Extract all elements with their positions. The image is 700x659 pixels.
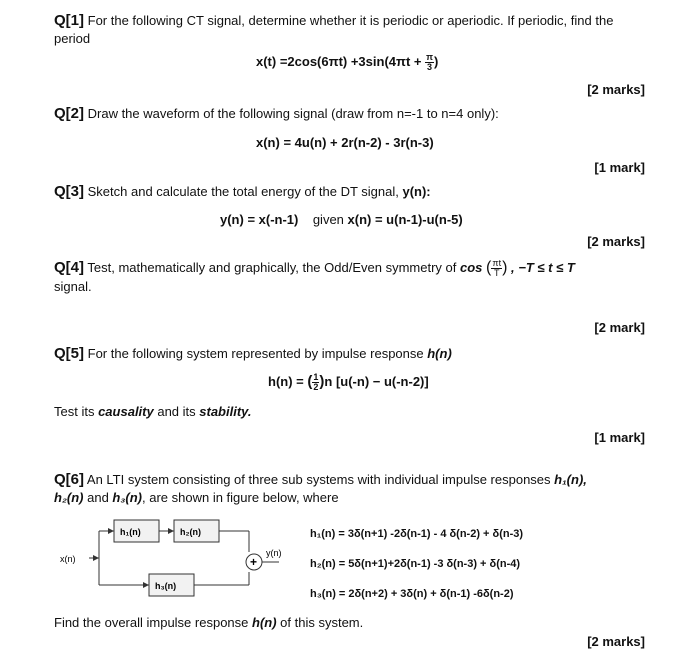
q3-prompt: Sketch and calculate the total energy of the DT signal,: [87, 184, 403, 199]
q6-and: and: [83, 490, 113, 505]
q3-number: Q[3]: [54, 183, 84, 200]
q6-block-diagram: [54, 512, 304, 607]
q5-test-line: [54, 403, 252, 421]
q6-prompt-end: , are shown in figure below, where: [142, 490, 339, 505]
q5-test-a: Test its: [54, 404, 99, 419]
q1-eq-suffix: ): [434, 53, 439, 69]
q5-causality: causality: [98, 404, 154, 419]
q5-fraction: $\frac{1}{2}$: [313, 372, 319, 393]
q5-stability: stability.: [199, 404, 252, 419]
q5-prompt: For the following system represented by impulse response: [87, 346, 428, 361]
q1-eq-fraction: $\frac{\pi}{3}$: [426, 52, 433, 72]
q6-eq-h1: h₁(n) = 3δ(n+1) -2δ(n-1) - 4 δ(n-2) + δ(n-3): [310, 528, 524, 540]
diagram-h3-label: h₃(n): [155, 581, 177, 591]
q1-prompt: For the following CT signal, determine whether it is periodic or aperiodic. If periodic, find the: [87, 13, 614, 28]
q6-marks: [2 marks]: [587, 634, 645, 649]
diagram-plus: +: [250, 555, 258, 569]
q1-number: Q[1]: [54, 12, 84, 29]
q1-equation: [256, 53, 438, 72]
q3-prompt-bold: y(n):: [402, 184, 431, 199]
q5-eq-prefix: h(n) =: [268, 374, 304, 389]
q5-eq-suffix: n [u(-n) − u(-n-2)]: [324, 374, 429, 389]
q4-cos: cos: [460, 260, 483, 275]
q6-eq-h3: h₃(n) = 2δ(n+2) + 3δ(n) + δ(n-1) -6δ(n-2): [310, 588, 514, 600]
q6-find-line: [54, 614, 363, 632]
q5-prompt-bold: h(n): [427, 346, 452, 361]
q5-equation: h(n) = ( $\frac{1}{2}$ )n [u(-n) − u(-n-2)]: [268, 372, 429, 393]
q6-text: [54, 471, 674, 507]
diagram-h1-label: h₁(n): [120, 527, 141, 537]
q5-marks: [1 mark]: [594, 430, 645, 445]
q3-marks: [2 marks]: [587, 234, 645, 249]
q3-equation: [220, 212, 463, 227]
q3-eq1: y(n) = x(-n-1): [220, 212, 299, 227]
q6-find-b: h(n): [252, 615, 277, 630]
q2-prompt: Draw the waveform of the following signal (draw from n=-1 to n=4 only):: [87, 106, 499, 121]
q6-h1: h₁(n),: [554, 472, 587, 487]
q4-prompt: Test, mathematically and graphically, the Odd/Even symmetry of: [87, 260, 457, 275]
q4-fraction: $\frac{\pi t}{T}$: [492, 258, 502, 279]
q4-range: , −T ≤ t ≤ T: [511, 260, 575, 275]
q3-eq2: x(n) = u(n-1)-u(n-5): [347, 212, 463, 227]
q2-text: [54, 105, 499, 123]
q5-test-b: and its: [153, 404, 200, 419]
q4-number: Q[4]: [54, 259, 84, 276]
q6-h3: h₃(n): [112, 490, 143, 505]
q1-text: [54, 12, 654, 48]
q1-prompt-cont: period: [54, 31, 91, 46]
diagram-output-label: y(n): [266, 548, 282, 558]
q6-prompt: An LTI system consisting of three sub systems with individual impulse responses: [86, 472, 555, 487]
q6-number: Q[6]: [54, 471, 84, 488]
q4-prompt-cont: signal.: [54, 279, 92, 295]
q6-find-a: Find the overall impulse response: [54, 615, 252, 630]
q5-number: Q[5]: [54, 345, 84, 362]
q2-equation: x(n) = 4u(n) + 2r(n-2) - 3r(n-3): [256, 135, 434, 150]
q3-text: [54, 183, 431, 201]
q4-marks: [2 mark]: [594, 320, 645, 335]
diagram-input-label: x(n): [60, 554, 76, 564]
q2-marks: [1 mark]: [594, 160, 645, 175]
q6-find-c: of this system.: [276, 615, 364, 630]
q1-eq-prefix: x(t) =2cos(6πt) +3sin(4πt +: [256, 53, 422, 69]
q2-number: Q[2]: [54, 105, 84, 122]
q5-text: [54, 345, 452, 363]
q4-text: Q[4] Test, mathematically and graphically, the Odd/Even symmetry of cos ( $\frac{\pi t}{T}$ ) , −T ≤ t ≤ T signal.: [54, 258, 575, 295]
q6-eq-h2: h₂(n) = 5δ(n+1)+2δ(n-1) -3 δ(n-3) + δ(n-4): [310, 558, 521, 570]
diagram-h2-label: h₂(n): [180, 527, 201, 537]
q1-marks: [2 marks]: [587, 82, 645, 97]
q3-given: given: [312, 212, 344, 227]
q6-h2: h₂(n): [54, 490, 84, 505]
